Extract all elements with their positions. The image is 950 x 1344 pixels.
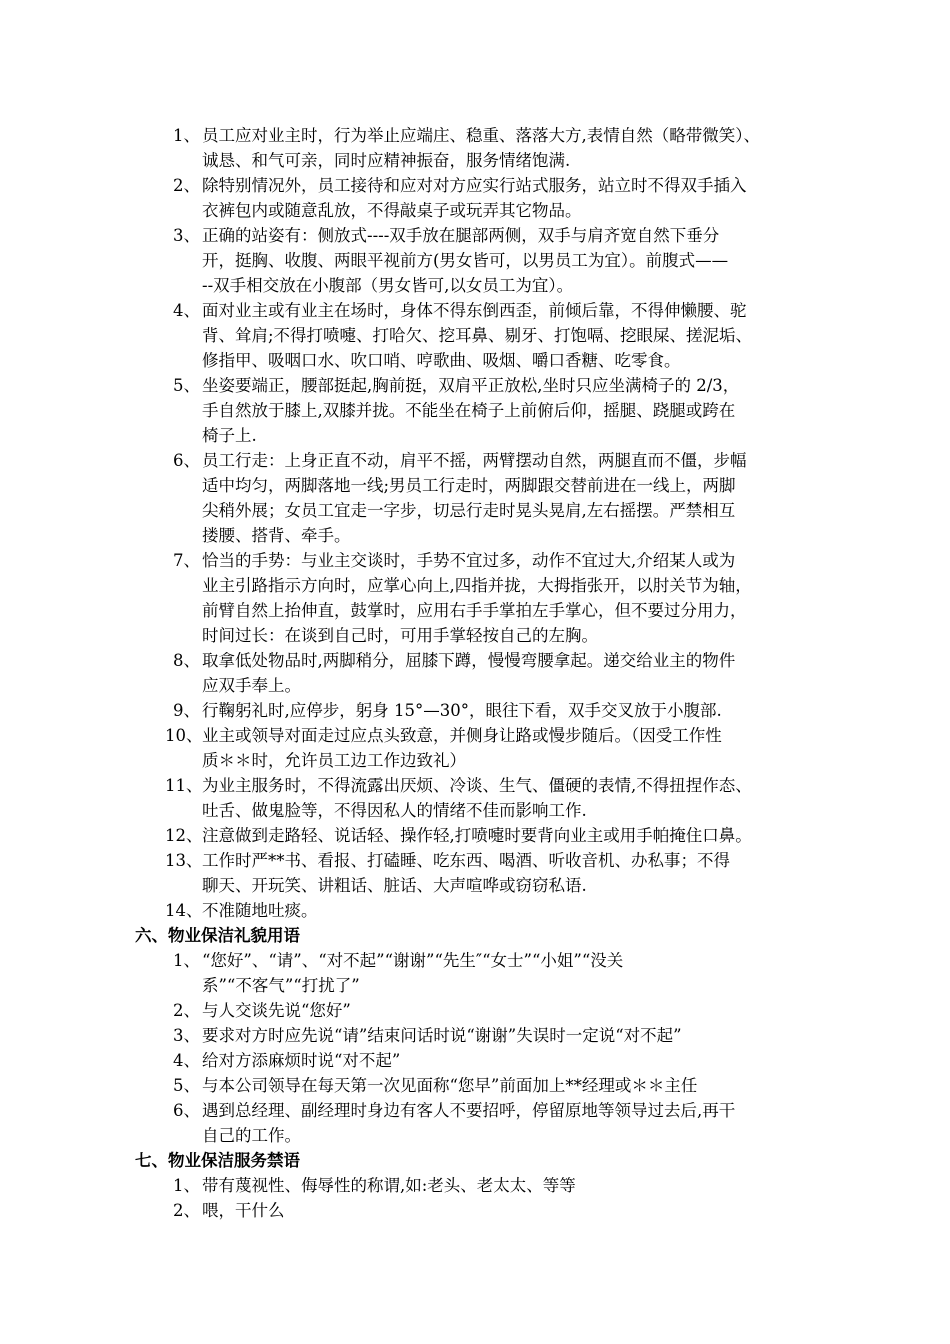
item-number: 10、: [165, 726, 203, 745]
item-text: 面对业主或有业主在场时，身体不得东倒西歪，前倾后靠，不得伸懒腰、驼 背、耸肩;不得打喷嚏、打哈欠、挖耳鼻、剔牙、打饱嗝、挖眼屎、搓泥垢、 修指甲、吸咽口水、吹口哨、哼歌曲、吸烟、嚼口香糖、吃零食。: [202, 301, 753, 370]
list-item: [135, 173, 855, 223]
item-text: 业主或领导对面走过应点头致意，并侧身让路或慢步随后。（因受工作性 质＊＊时，允许员工边工作边致礼）: [202, 726, 722, 770]
item-text: 与本公司领导在每天第一次见面称“您早”前面加上**经理或＊＊主任: [202, 1076, 698, 1095]
list-item: [135, 298, 855, 373]
list-item: [135, 698, 855, 723]
list-item: [135, 1198, 855, 1223]
item-text: 注意做到走路轻、说话轻、操作轻,打喷嚏时要背向业主或用手帕掩住口鼻。: [202, 826, 752, 845]
item-text: 与人交谈先说“您好”: [202, 1001, 351, 1020]
list-item: [135, 1173, 855, 1198]
item-text: 取拿低处物品时,两脚稍分，屈膝下蹲，慢慢弯腰拿起。递交给业主的物件 应双手奉上。: [202, 651, 736, 695]
list-item: [135, 1098, 855, 1148]
document-body: [135, 123, 855, 1223]
item-number: 4、: [173, 1051, 200, 1070]
list-item: [135, 223, 855, 298]
item-text: 行鞠躬礼时,应停步，躬身 15°—30°，眼往下看，双手交叉放于小腹部.: [202, 701, 722, 720]
item-number: 11、: [165, 776, 203, 795]
item-number: 9、: [173, 701, 200, 720]
item-text: 遇到总经理、副经理时身边有客人不要招呼，停留原地等领导过去后,再干 自己的工作。: [202, 1101, 736, 1145]
item-text: 不准随地吐痰。: [202, 901, 318, 920]
list-item: [135, 648, 855, 698]
list-item: [135, 848, 855, 898]
item-number: 2、: [173, 1001, 200, 1020]
item-number: 2、: [173, 1201, 200, 1220]
list-item: [135, 548, 855, 648]
list-item: [135, 1048, 855, 1073]
section-heading-polite-phrases: 六、物业保洁礼貌用语: [135, 926, 300, 945]
item-text: 员工行走：上身正直不动，肩平不摇，两臂摆动自然，两腿直而不僵，步幅 适中均匀，两脚落地一线;男员工行走时，两脚跟交替前进在一线上，两脚 尖稍外展；女员工宜走一字步，切忌行走时晃头晃肩,左右摇摆。严禁相互 搂腰、搭背、牵手。: [202, 451, 747, 545]
item-number: 1、: [173, 126, 200, 145]
item-number: 5、: [173, 1076, 200, 1095]
list-item: [135, 773, 855, 823]
item-number: 8、: [173, 651, 200, 670]
item-text: 除特别情况外，员工接待和应对对方应实行站式服务，站立时不得双手插入 衣裤包内或随意乱放，不得敲桌子或玩弄其它物品。: [202, 176, 747, 220]
item-number: 13、: [165, 851, 203, 870]
item-text: 带有蔑视性、侮辱性的称谓,如:老头、老太太、等等: [202, 1176, 576, 1195]
item-number: 6、: [173, 451, 200, 470]
item-text: “您好”、“请”、“对不起”“谢谢”“先生″“女士”“小姐”“没关 系”“不客气”“打扰了”: [202, 951, 624, 995]
item-number: 14、: [165, 901, 203, 920]
item-text: 为业主服务时，不得流露出厌烦、冷谈、生气、僵硬的表情,不得扭捏作态、 吐舌、做鬼脸等，不得因私人的情绪不佳而影响工作.: [202, 776, 752, 820]
item-text: 给对方添麻烦时说“对不起”: [202, 1051, 401, 1070]
list-item: [135, 898, 855, 923]
list-item: [135, 948, 855, 998]
item-number: 1、: [173, 1176, 200, 1195]
item-number: 6、: [173, 1101, 200, 1120]
list-item: [135, 723, 855, 773]
item-number: 12、: [165, 826, 203, 845]
item-text: 喂，干什么: [202, 1201, 285, 1220]
item-number: 2、: [173, 176, 200, 195]
list-item: [135, 448, 855, 548]
list-item: [135, 998, 855, 1023]
item-number: 3、: [173, 1026, 200, 1045]
item-number: 1、: [173, 951, 200, 970]
list-item: [135, 1023, 855, 1048]
item-text: 工作时严**书、看报、打磕睡、吃东西、喝酒、听收音机、办私事；不得 聊天、开玩笑、讲粗话、脏话、大声喧哗或窃窃私语.: [202, 851, 730, 895]
item-text: 员工应对业主时，行为举止应端庄、稳重、落落大方,表情自然（略带微笑）、 诚恳、和气可亲，同时应精神振奋，服务情绪饱满.: [202, 126, 760, 170]
item-text: 恰当的手势：与业主交谈时，手势不宜过多，动作不宜过大,介绍某人或为 业主引路指示方向时，应掌心向上,四指并拢，大拇指张开，以肘关节为轴， 前臂自然上抬伸直，鼓掌时，应用右手手掌拍左手掌心，但不要过分用力， 时间过长：在谈到自己时，可用手掌轻按自己的左胸。: [202, 551, 752, 645]
list-item: [135, 823, 855, 848]
item-text: 正确的站姿有：侧放式----双手放在腿部两侧，双手与肩齐宽自然下垂分 开，挺胸、收腹、两眼平视前方(男女皆可，以男员工为宜）。前腹式—— --双手相交放在小腹部（男女皆可,以女员工为宜）。: [202, 226, 729, 295]
item-number: 7、: [173, 551, 200, 570]
item-number: 4、: [173, 301, 200, 320]
section-heading-forbidden-phrases: 七、物业保洁服务禁语: [135, 1151, 300, 1170]
item-number: 5、: [173, 376, 200, 395]
list-item: [135, 373, 855, 448]
list-item: [135, 1073, 855, 1098]
item-text: 要求对方时应先说“请”结束问话时说“谢谢”失误时一定说“对不起”: [202, 1026, 682, 1045]
item-text: 坐姿要端正，腰部挺起,胸前挺，双肩平正放松,坐时只应坐满椅子的 2/3， 手自然放于膝上,双膝并拢。不能坐在椅子上前俯后仰，摇腿、跷腿或跨在 椅子上.: [202, 376, 740, 445]
item-number: 3、: [173, 226, 200, 245]
list-item: [135, 123, 855, 173]
